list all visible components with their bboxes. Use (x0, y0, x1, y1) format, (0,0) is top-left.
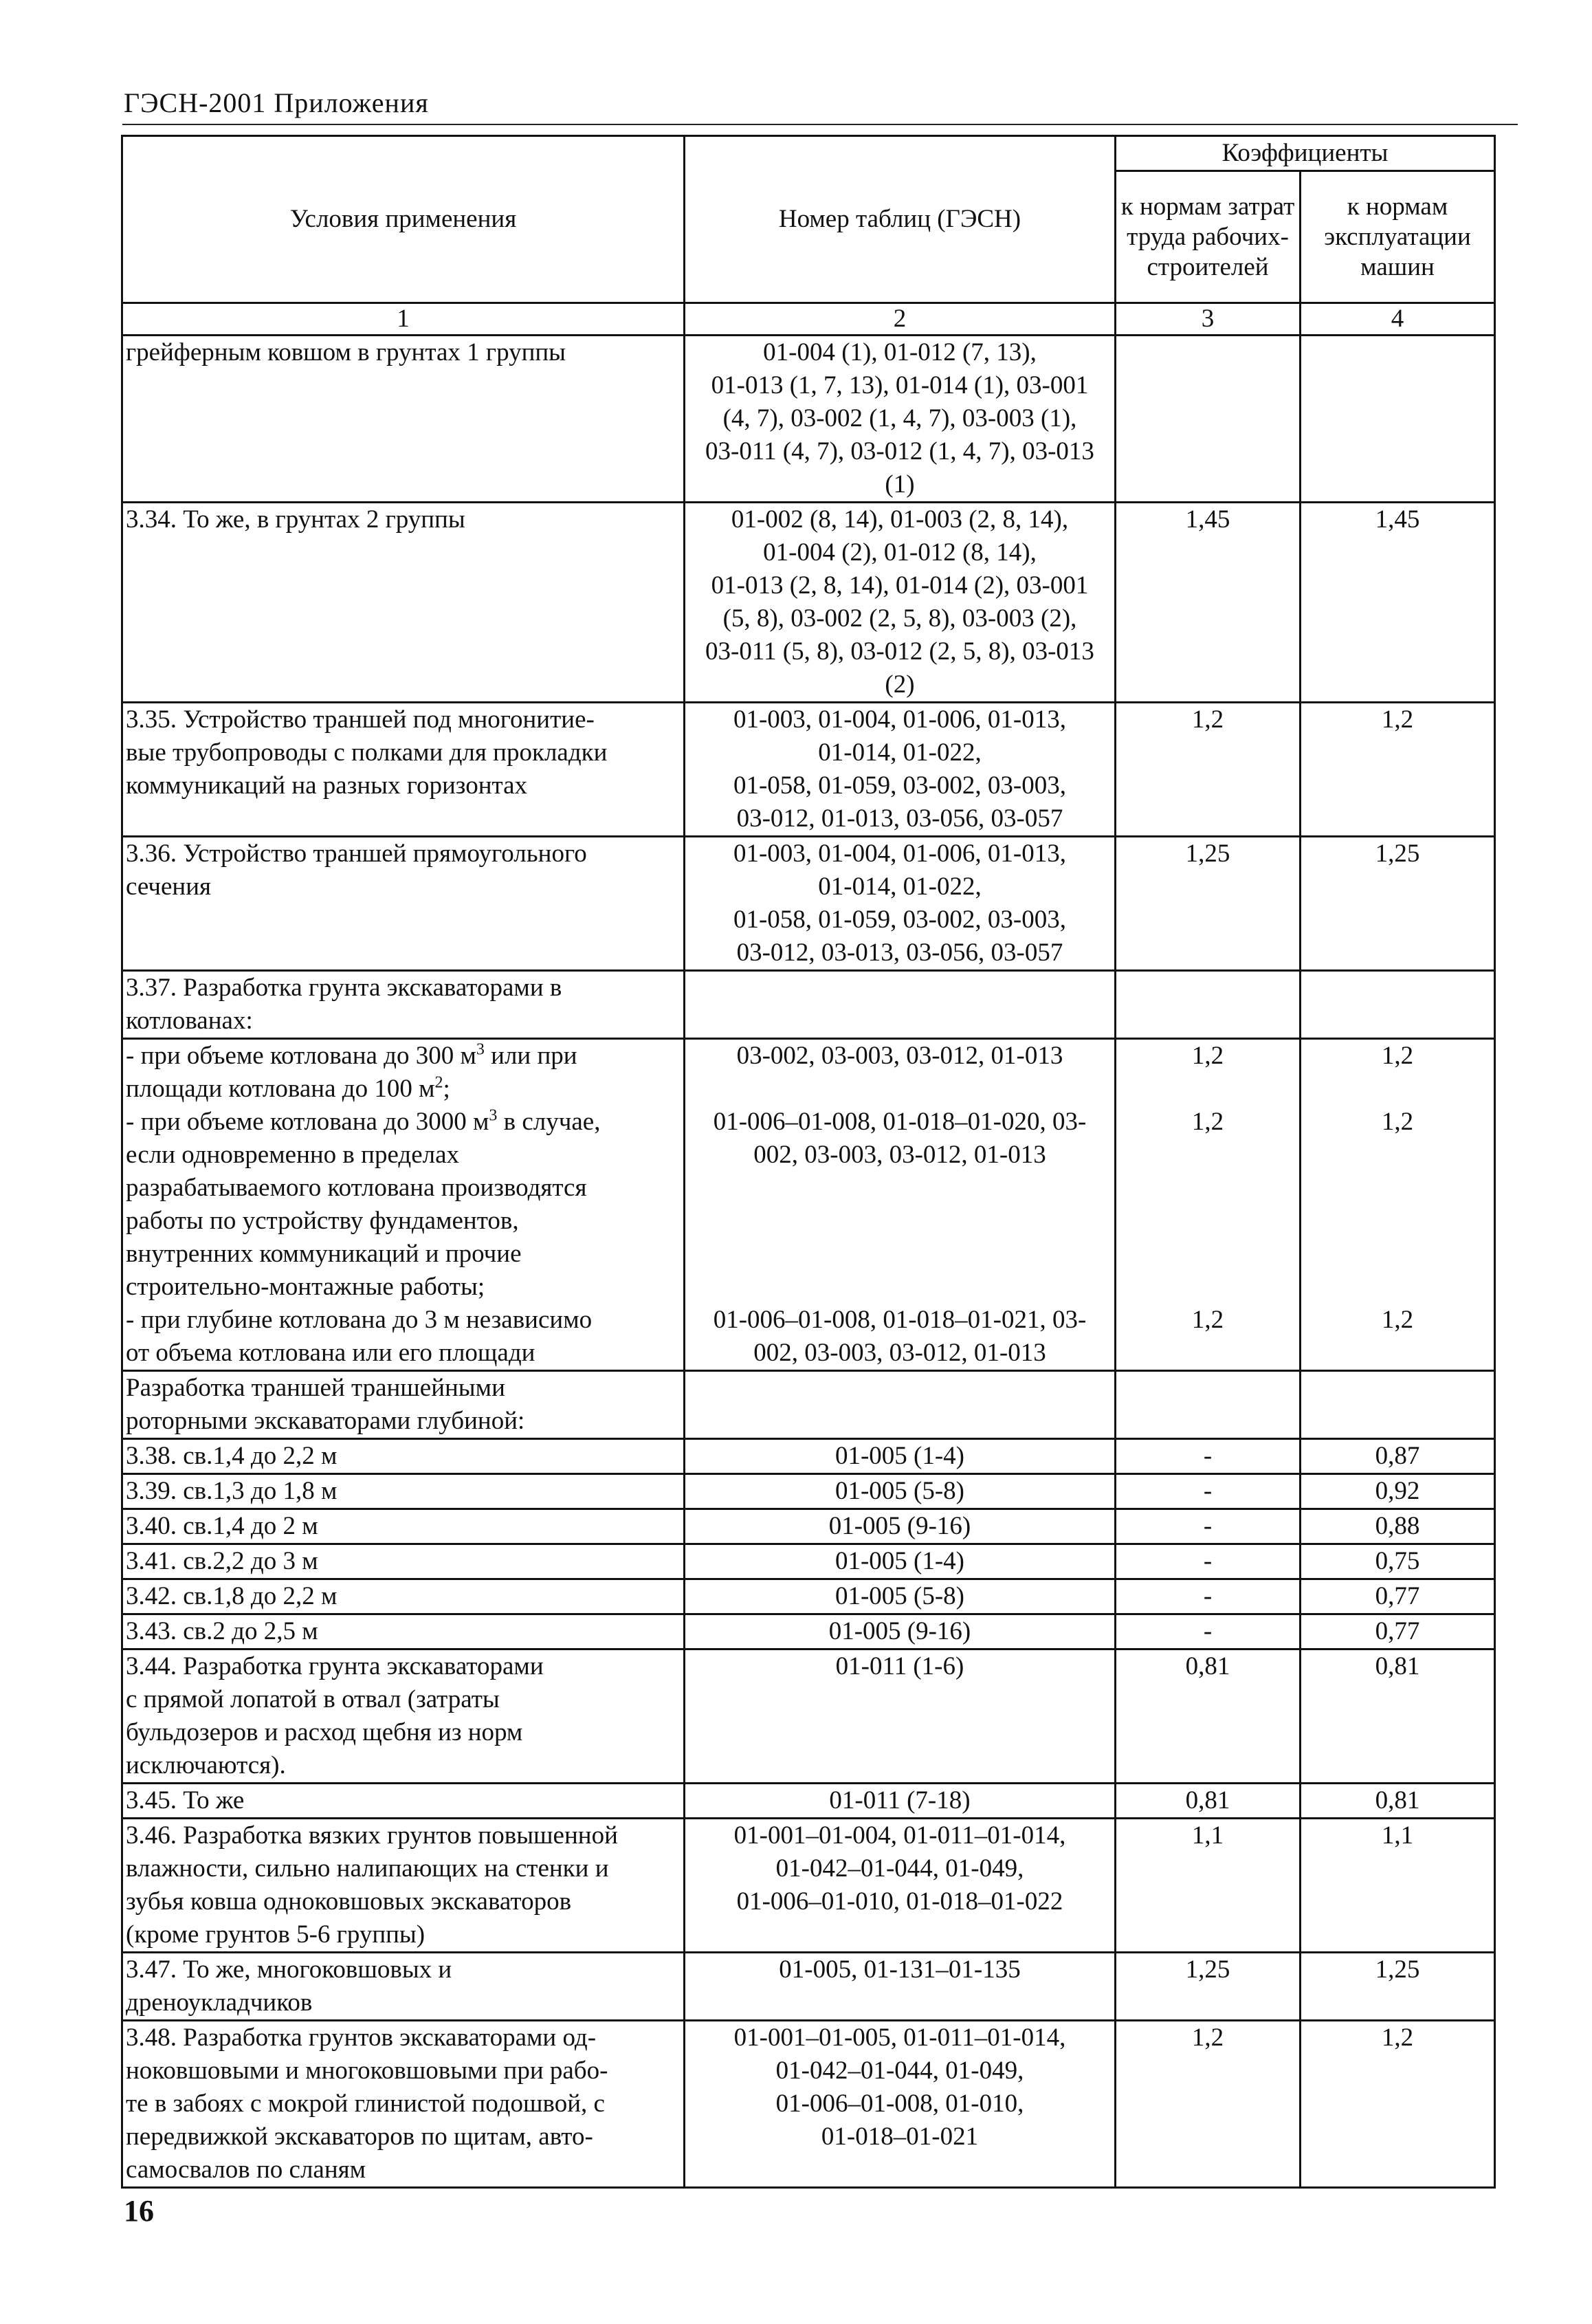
header-conditions: Условия применения (122, 136, 685, 303)
col-number-1: 1 (122, 303, 685, 336)
condition-line: (кроме грунтов 5-6 группы) (126, 1920, 425, 1949)
tables-line: 03-011 (4, 7), 03-012 (1, 4, 7), 03-013 (705, 437, 1094, 465)
condition-line (126, 1073, 681, 1106)
labor-cell: 1,1 (1116, 1819, 1301, 1953)
tables-cell (685, 1439, 1116, 1474)
table-row (122, 1819, 1495, 1953)
tables-line: 01-014, 01-022, (818, 873, 982, 901)
spacer (1304, 1205, 1491, 1238)
coefficients-table (121, 135, 1496, 2189)
labor-cell (1116, 971, 1301, 1039)
tables-line: 01-005 (5-8) (834, 1477, 965, 1505)
condition-line: 3.46. Разработка вязких грунтов повышенной (126, 1821, 618, 1850)
tables-line: 01-005, 01-131–01-135 (779, 1955, 1021, 1984)
tables-cell (685, 837, 1116, 971)
condition-line: грейферным ковшом в грунтах 1 группы (126, 338, 566, 366)
table-row (122, 971, 1495, 1039)
condition-text: - при объеме котлована до 3000 м (126, 1108, 489, 1136)
tables-line: 01-003, 01-004, 01-006, 01-013, (733, 705, 1067, 734)
condition-line: внутренних коммуникаций и прочие (126, 1240, 522, 1268)
machines-cell: 1,25 (1301, 1953, 1495, 2021)
tables-cell (685, 1509, 1116, 1544)
tables-line: 01-013 (1, 7, 13), 01-014 (1), 03-001 (711, 371, 1089, 399)
condition-line: 3.43. св.2 до 2,5 м (126, 1617, 318, 1645)
tables-cell (685, 1371, 1116, 1439)
condition-cell (122, 1953, 685, 2021)
condition-line: разрабатываемого котлована производятся (126, 1174, 587, 1202)
tables-line: 03-011 (5, 8), 03-012 (2, 5, 8), 03-013 (705, 637, 1094, 666)
tables-line: 01-014, 01-022, (818, 738, 982, 767)
condition-cell (122, 1579, 685, 1614)
condition-cell (122, 1649, 685, 1784)
condition-line: если одновременно в пределах (126, 1141, 460, 1169)
table-body-excavation (122, 1039, 1495, 1371)
tables-cell (685, 703, 1116, 837)
table-row (122, 1544, 1495, 1579)
tables-cell (685, 1784, 1116, 1819)
table-body-part-1 (122, 336, 1495, 1039)
condition-cell (122, 1474, 685, 1509)
tables-line: 01-004 (1), 01-012 (7, 13), (763, 338, 1037, 366)
spacer (1119, 1172, 1296, 1205)
header-coefficients: Коэффициенты (1116, 136, 1495, 171)
machines-cell: 1,2 (1301, 2021, 1495, 2188)
condition-line: 3.44. Разработка грунта экскаваторами (126, 1652, 544, 1680)
table-row (122, 837, 1495, 971)
labor-cell: - (1116, 1474, 1301, 1509)
machines-cell (1301, 1371, 1495, 1439)
condition-line: 3.40. св.1,4 до 2 м (126, 1512, 318, 1540)
condition-line: 3.38. св.1,4 до 2,2 м (126, 1442, 338, 1470)
machines-value: 1,2 (1381, 1042, 1414, 1070)
condition-line: строительно-монтажные работы; (126, 1273, 485, 1301)
table-row (122, 1649, 1495, 1784)
tables-line: 01-006–01-008, 01-018–01-020, 03- (713, 1108, 1087, 1136)
spacer (1304, 1172, 1491, 1205)
labor-cell: 0,81 (1116, 1649, 1301, 1784)
condition-cell (122, 1819, 685, 1953)
machines-cell: 0,92 (1301, 1474, 1495, 1509)
tables-line: (1) (885, 470, 915, 498)
condition-cell (122, 1439, 685, 1474)
tables-cell (685, 1039, 1116, 1371)
condition-line: 3.37. Разработка грунта экскаваторами в (126, 974, 562, 1002)
header-labor: к нормам затрат труда рабочих-строителей (1116, 171, 1301, 303)
tables-line: 01-001–01-005, 01-011–01-014, (733, 2024, 1066, 2052)
condition-line: влажности, сильно налипающих на стенки и (126, 1854, 609, 1883)
condition-line: ноковшовыми и многоковшовыми при рабо- (126, 2057, 608, 2085)
condition-line: бульдозеров и расход щебня из норм (126, 1718, 523, 1746)
spacer (1119, 1271, 1296, 1304)
machines-cell: 0,75 (1301, 1544, 1495, 1579)
condition-cell (122, 971, 685, 1039)
labor-cell: - (1116, 1544, 1301, 1579)
labor-cell: 1,2 (1116, 703, 1301, 837)
labor-cell: - (1116, 1509, 1301, 1544)
column-number-row (122, 303, 1495, 336)
superscript: 3 (476, 1040, 485, 1059)
condition-cell (122, 1371, 685, 1439)
labor-cell: - (1116, 1579, 1301, 1614)
condition-line: работы по устройству фундаментов, (126, 1207, 519, 1235)
condition-line: вые трубопроводы с полками для прокладки (126, 738, 608, 767)
condition-line: исключаются). (126, 1751, 286, 1779)
spacer (1119, 1205, 1296, 1238)
tables-line: 002, 03-003, 03-012, 01-013 (753, 1339, 1046, 1367)
tables-line: 03-002, 03-003, 03-012, 01-013 (736, 1042, 1063, 1070)
machines-cell: 1,1 (1301, 1819, 1495, 1953)
tables-line: 01-005 (9-16) (828, 1617, 971, 1645)
machines-cell (1301, 336, 1495, 503)
tables-line: 002, 03-003, 03-012, 01-013 (753, 1141, 1046, 1169)
tables-line: 01-003, 01-004, 01-006, 01-013, (733, 840, 1067, 868)
tables-cell (685, 1474, 1116, 1509)
tables-line: 01-042–01-044, 01-049, (775, 2057, 1024, 2085)
condition-line: 3.48. Разработка грунтов экскаваторами од- (126, 2024, 597, 2052)
table-row (122, 1474, 1495, 1509)
tables-line: (5, 8), 03-002 (2, 5, 8), 03-003 (2), (722, 604, 1077, 633)
table-row (122, 1579, 1495, 1614)
labor-value: 1,2 (1191, 1042, 1224, 1070)
labor-cell: 1,25 (1116, 837, 1301, 971)
condition-line: 3.36. Устройство траншей прямоугольного (126, 840, 587, 868)
tables-cell (685, 1614, 1116, 1649)
page-number: 16 (124, 2194, 154, 2228)
spacer (1304, 1238, 1491, 1271)
table-row (122, 503, 1495, 703)
header-rule (122, 124, 1518, 125)
tables-line: 01-005 (1-4) (834, 1442, 965, 1470)
condition-cell (122, 1544, 685, 1579)
tables-line: 01-005 (1-4) (834, 1547, 965, 1575)
tables-line: 01-001–01-004, 01-011–01-014, (733, 1821, 1066, 1850)
tables-line: 01-011 (7-18) (829, 1786, 971, 1815)
machines-cell: 1,25 (1301, 837, 1495, 971)
machines-cell: 0,77 (1301, 1579, 1495, 1614)
labor-cell: - (1116, 1439, 1301, 1474)
table-header-row (122, 136, 1495, 171)
condition-line (126, 1106, 681, 1139)
labor-value: 1,2 (1191, 1306, 1224, 1334)
table-row (122, 1039, 1495, 1371)
condition-line: котлованах: (126, 1007, 253, 1035)
table-body-part-2 (122, 1371, 1495, 2188)
condition-line: - при глубине котлована до 3 м независимо (126, 1306, 593, 1334)
spacer (688, 1172, 1112, 1205)
condition-line: дреноукладчиков (126, 1988, 313, 2017)
machines-cell: 1,2 (1301, 703, 1495, 837)
condition-text: или при (484, 1042, 577, 1070)
condition-text: ; (443, 1075, 450, 1103)
labor-cell: - (1116, 1614, 1301, 1649)
header-machines: к нормам эксплуатации машин (1301, 171, 1495, 303)
condition-line: 3.47. То же, многоковшовых и (126, 1955, 452, 1984)
tables-cell (685, 1953, 1116, 2021)
condition-text: - при объеме котлована до 300 м (126, 1042, 476, 1070)
labor-value: 1,2 (1191, 1108, 1224, 1136)
tables-line: (4, 7), 03-002 (1, 4, 7), 03-003 (1), (722, 404, 1077, 432)
condition-line: 3.34. То же, в грунтах 2 группы (126, 505, 465, 534)
tables-cell (685, 2021, 1116, 2188)
tables-line: 01-004 (2), 01-012 (8, 14), (763, 538, 1037, 567)
machines-cell: 0,77 (1301, 1614, 1495, 1649)
condition-cell (122, 1509, 685, 1544)
spacer (1304, 1139, 1491, 1172)
labor-cell: 1,25 (1116, 1953, 1301, 2021)
machines-cell (1301, 971, 1495, 1039)
labor-cell: 0,81 (1116, 1784, 1301, 1819)
tables-line: 01-005 (5-8) (834, 1582, 965, 1610)
table-row (122, 1614, 1495, 1649)
tables-line: 03-012, 01-013, 03-056, 03-057 (736, 804, 1063, 833)
tables-cell (685, 336, 1116, 503)
condition-line (126, 1040, 681, 1073)
condition-line: роторными экскаваторами глубиной: (126, 1407, 525, 1435)
machines-cell: 1,45 (1301, 503, 1495, 703)
spacer (688, 1205, 1112, 1238)
condition-cell (122, 837, 685, 971)
condition-line: те в забоях с мокрой глинистой подошвой, с (126, 2090, 605, 2118)
tables-line: 01-006–01-008, 01-010, (775, 2090, 1024, 2118)
tables-line: 01-011 (1-6) (835, 1652, 964, 1680)
labor-cell (1116, 1371, 1301, 1439)
header-tables: Номер таблиц (ГЭСН) (685, 136, 1116, 303)
machines-cell: 0,81 (1301, 1784, 1495, 1819)
labor-cell: 1,2 (1116, 2021, 1301, 2188)
tables-cell (685, 1579, 1116, 1614)
labor-cell (1116, 1039, 1301, 1371)
condition-cell (122, 2021, 685, 2188)
spacer (1304, 1271, 1491, 1304)
condition-line: от объема котлована или его площади (126, 1339, 535, 1367)
tables-line: 01-018–01-021 (821, 2123, 979, 2151)
spacer (688, 1238, 1112, 1271)
spacer (1119, 1238, 1296, 1271)
condition-line: самосвалов по сланям (126, 2156, 366, 2184)
condition-line: 3.45. То же (126, 1786, 245, 1815)
labor-cell: 1,45 (1116, 503, 1301, 703)
tables-line: 01-013 (2, 8, 14), 01-014 (2), 03-001 (711, 571, 1089, 600)
condition-line: с прямой лопатой в отвал (затраты (126, 1685, 500, 1713)
superscript: 3 (489, 1106, 498, 1125)
table-row (122, 703, 1495, 837)
tables-line: 01-002 (8, 14), 01-003 (2, 8, 14), (731, 505, 1069, 534)
table-row (122, 1784, 1495, 1819)
machines-value: 1,2 (1381, 1306, 1414, 1334)
table-row (122, 2021, 1495, 2188)
condition-line: 3.41. св.2,2 до 3 м (126, 1547, 318, 1575)
tables-cell (685, 1544, 1116, 1579)
spacer (688, 1271, 1112, 1304)
table-row (122, 1953, 1495, 2021)
condition-line: коммуникаций на разных горизонтах (126, 771, 528, 800)
spacer (1119, 1073, 1296, 1106)
condition-cell (122, 503, 685, 703)
tables-cell (685, 971, 1116, 1039)
condition-line: 3.39. св.1,3 до 1,8 м (126, 1477, 338, 1505)
tables-line: 01-005 (9-16) (828, 1512, 971, 1540)
condition-text: в случае, (497, 1108, 601, 1136)
labor-cell (1116, 336, 1301, 503)
machines-cell (1301, 1039, 1495, 1371)
machines-cell: 0,81 (1301, 1649, 1495, 1784)
tables-line: 01-058, 01-059, 03-002, 03-003, (733, 771, 1067, 800)
superscript: 2 (434, 1073, 443, 1092)
tables-cell (685, 1819, 1116, 1953)
table-row (122, 1509, 1495, 1544)
condition-line: 3.42. св.1,8 до 2,2 м (126, 1582, 338, 1610)
condition-cell (122, 1784, 685, 1819)
table-row (122, 1439, 1495, 1474)
condition-cell (122, 1039, 685, 1371)
page-header: ГЭСН-2001 Приложения (124, 87, 429, 118)
condition-line: Разработка траншей траншейными (126, 1374, 505, 1402)
tables-line: 01-006–01-008, 01-018–01-021, 03- (713, 1306, 1087, 1334)
tables-line: 01-042–01-044, 01-049, (775, 1854, 1024, 1883)
tables-line: 01-058, 01-059, 03-002, 03-003, (733, 906, 1067, 934)
condition-cell (122, 336, 685, 503)
col-number-4: 4 (1301, 303, 1495, 336)
tables-cell (685, 1649, 1116, 1784)
tables-line: 01-006–01-010, 01-018–01-022 (736, 1887, 1063, 1916)
spacer (1119, 1139, 1296, 1172)
tables-line: 03-012, 03-013, 03-056, 03-057 (736, 939, 1063, 967)
condition-line: сечения (126, 873, 212, 901)
condition-cell (122, 703, 685, 837)
condition-cell (122, 1614, 685, 1649)
tables-line: (2) (885, 670, 915, 699)
machines-value: 1,2 (1381, 1108, 1414, 1136)
spacer (688, 1073, 1112, 1106)
tables-cell (685, 503, 1116, 703)
machines-cell: 0,87 (1301, 1439, 1495, 1474)
table-row (122, 336, 1495, 503)
condition-line: 3.35. Устройство траншей под многонитие- (126, 705, 595, 734)
condition-line: зубья ковша одноковшовых экскаваторов (126, 1887, 572, 1916)
spacer (1304, 1073, 1491, 1106)
col-number-2: 2 (685, 303, 1116, 336)
condition-line: передвижкой экскаваторов по щитам, авто- (126, 2123, 593, 2151)
table-row (122, 1371, 1495, 1439)
machines-cell: 0,88 (1301, 1509, 1495, 1544)
condition-text: площади котлована до 100 м (126, 1075, 435, 1103)
col-number-3: 3 (1116, 303, 1301, 336)
